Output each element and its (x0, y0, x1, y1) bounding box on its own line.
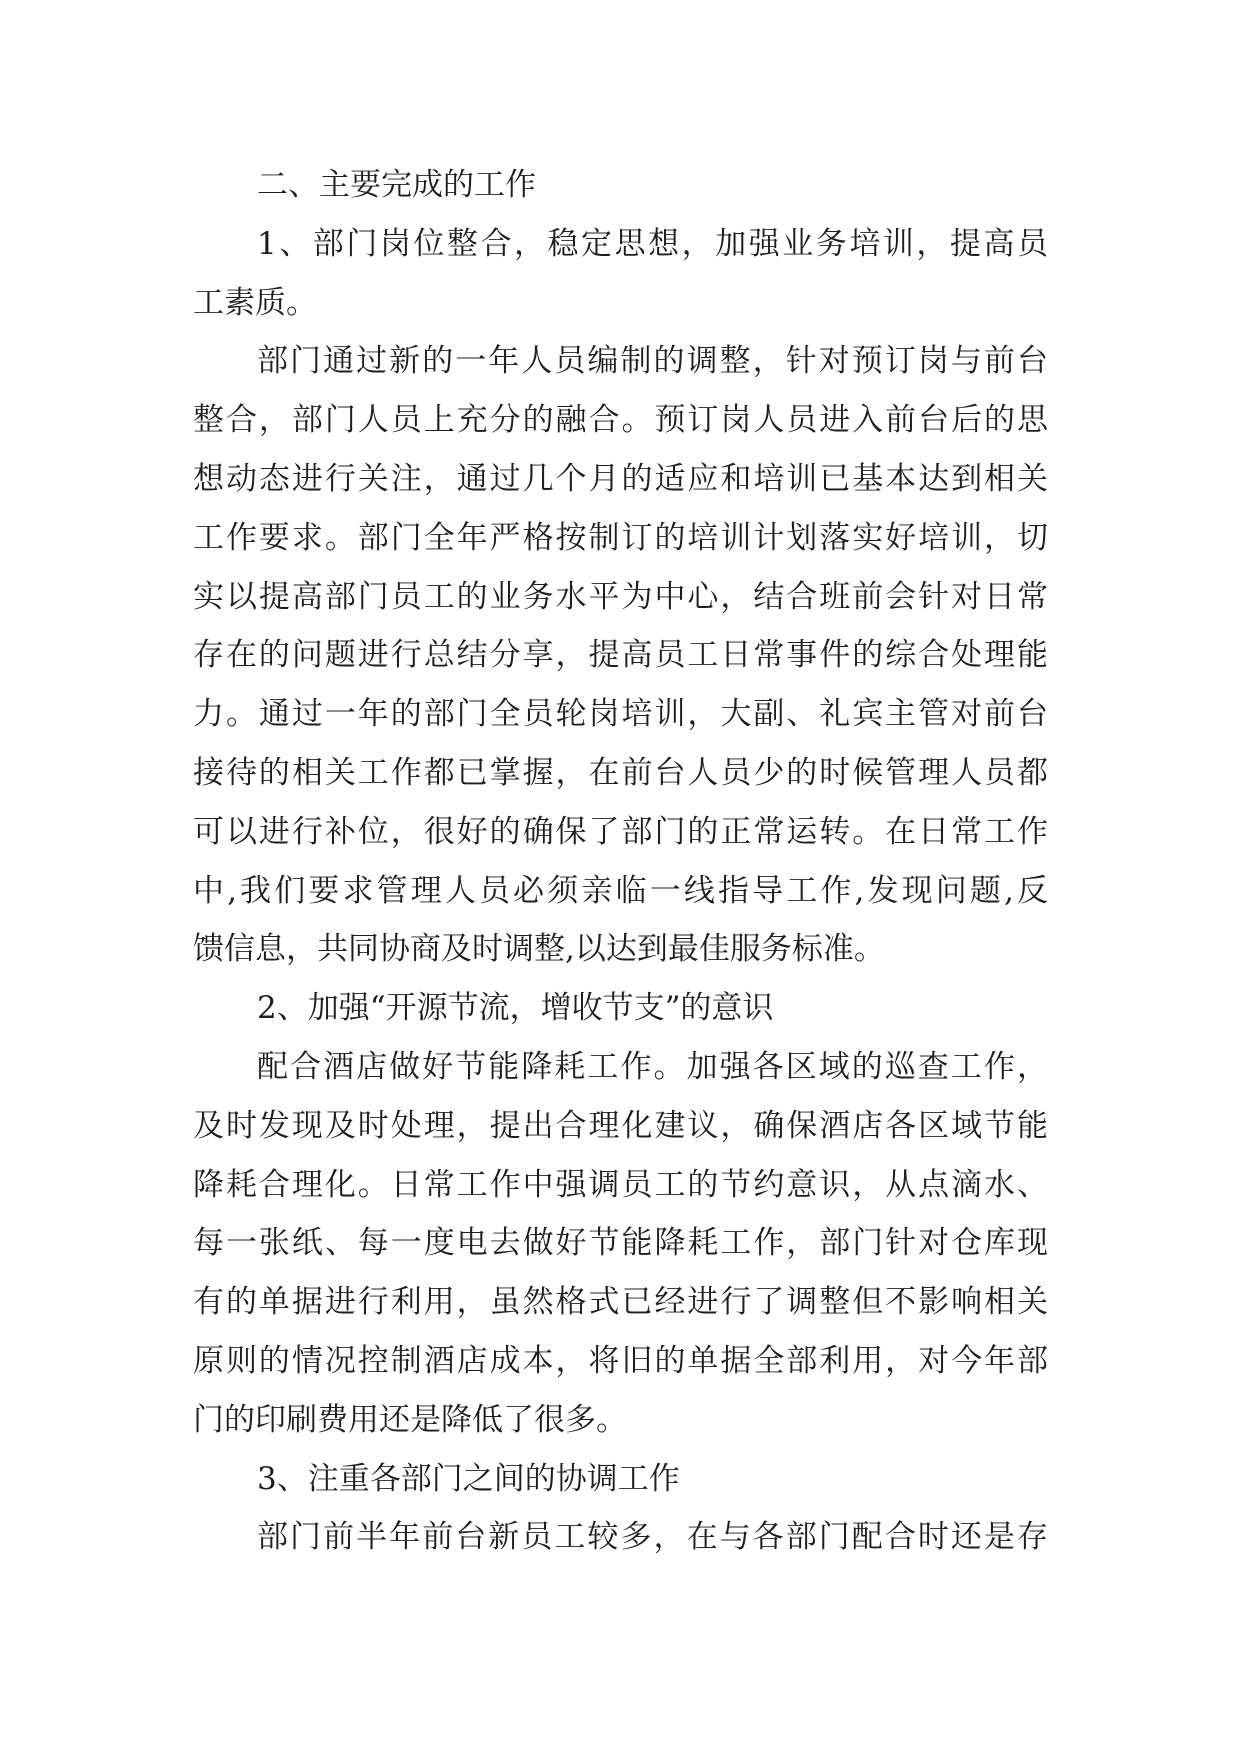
paragraph-line: 想动态进行关注，通过几个月的适应和培训已基本达到相关 (193, 460, 1048, 497)
paragraph-line: 馈信息，共同协商及时调整,以达到最佳服务标准。 (193, 931, 885, 968)
paragraph-line: 降耗合理化。日常工作中强调员工的节约意识，从点滴水、 (193, 1166, 1048, 1203)
paragraph-line: 有的单据进行利用，虽然格式已经进行了调整但不影响相关 (193, 1284, 1048, 1321)
section-2-title-line: 2、加强“开源节流，增收节支”的意识 (257, 990, 774, 1027)
document-body (193, 156, 1048, 1567)
paragraph-line: 实以提高部门员工的业务水平为中心，结合班前会针对日常 (193, 578, 1048, 615)
paragraph-line: 存在的问题进行总结分享，提高员工日常事件的综合处理能 (193, 637, 1048, 674)
section-3-title-line: 3、注重各部门之间的协调工作 (257, 1460, 680, 1497)
paragraph-line: 每一张纸、每一度电去做好节能降耗工作，部门针对仓库现 (193, 1225, 1048, 1262)
section-1-title-line: 1、部门岗位整合，稳定思想，加强业务培训，提高员 (257, 225, 1048, 262)
paragraph-line: 中,我们要求管理人员必须亲临一线指导工作,发现问题,反 (193, 872, 1048, 909)
paragraph-line: 门的印刷费用还是降低了很多。 (193, 1401, 627, 1438)
paragraph-line: 工作要求。部门全年严格按制订的培训计划落实好培训，切 (193, 519, 1048, 556)
paragraph-line: 接待的相关工作都已掌握，在前台人员少的时候管理人员都 (193, 754, 1048, 791)
paragraph-line: 可以进行补位，很好的确保了部门的正常运转。在日常工作 (193, 813, 1048, 850)
paragraph-line: 力。通过一年的部门全员轮岗培训，大副、礼宾主管对前台 (193, 696, 1048, 733)
paragraph-line: 原则的情况控制酒店成本，将旧的单据全部利用，对今年部 (193, 1342, 1048, 1379)
section-heading: 二、主要完成的工作 (257, 167, 536, 203)
section-1-title-line: 工素质。 (193, 284, 317, 321)
paragraph-line: 整合，部门人员上充分的融合。预订岗人员进入前台后的思 (193, 402, 1048, 439)
paragraph-line: 及时发现及时处理，提出合理化建议，确保酒店各区域节能 (193, 1107, 1048, 1144)
paragraph-line: 部门通过新的一年人员编制的调整，针对预订岗与前台 (257, 343, 1048, 380)
paragraph-line: 部门前半年前台新员工较多，在与各部门配合时还是存 (257, 1519, 1048, 1556)
paragraph-line: 配合酒店做好节能降耗工作。加强各区域的巡查工作， (257, 1048, 1048, 1085)
